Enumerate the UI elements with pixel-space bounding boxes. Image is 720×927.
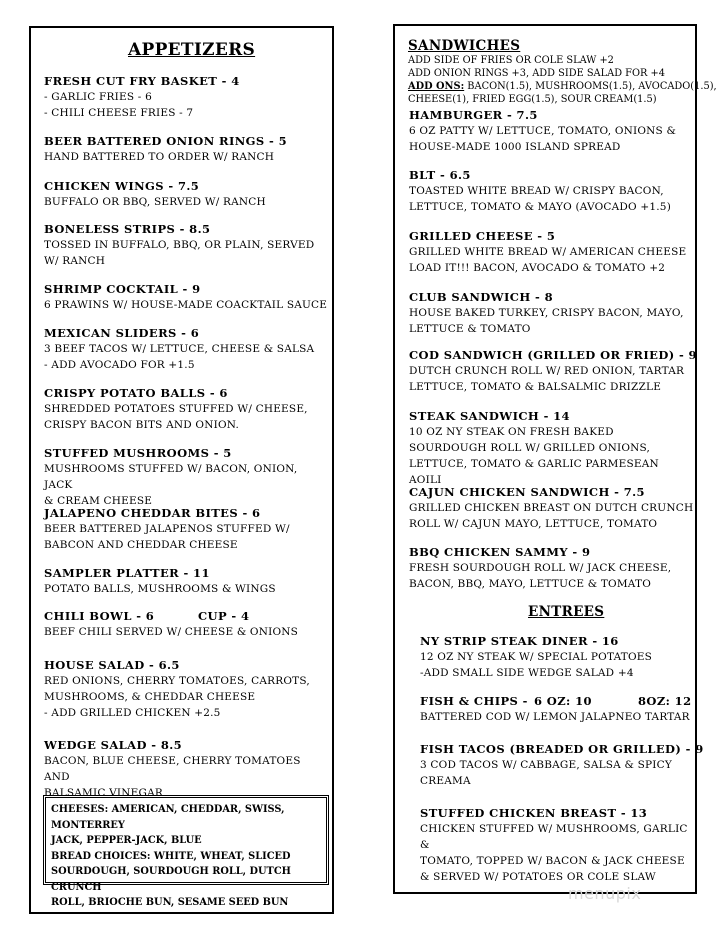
sandwich-addons-line-2: CHEESE(1), FRIED EGG(1.5), SOUR CREAM(1.5) xyxy=(408,94,657,105)
appetizers-heading: APPETIZERS xyxy=(128,40,256,60)
item-title: HOUSE SALAD - 6.5 xyxy=(44,658,180,672)
item-title: BLT - 6.5 xyxy=(409,168,471,182)
menu-item xyxy=(44,134,329,165)
item-desc: 12 OZ NY STEAK W/ SPECIAL POTATOES -ADD SMALL SIDE WEDGE SALAD +4 xyxy=(420,651,653,679)
menu-item xyxy=(44,609,329,640)
item-desc: BEEF CHILI SERVED W/ CHEESE & ONIONS xyxy=(44,626,299,638)
item-title: GRILLED CHEESE - 5 xyxy=(409,229,556,243)
item-title: FISH TACOS (BREADED OR GRILLED) - 9 xyxy=(420,742,704,756)
sandwich-note-fries: ADD SIDE OF FRIES OR COLE SLAW +2 xyxy=(408,55,614,66)
item-desc: SHREDDED POTATOES STUFFED W/ CHEESE, CRISPY BACON BITS AND ONION. xyxy=(44,403,308,431)
menu-item xyxy=(409,485,694,532)
item-title: BONELESS STRIPS - 8.5 xyxy=(44,222,211,236)
sandwiches-heading: SANDWICHES xyxy=(408,38,521,54)
item-title: STUFFED MUSHROOMS - 5 xyxy=(44,446,232,460)
menu-item xyxy=(409,229,694,276)
item-title: NY STRIP STEAK DINER - 16 xyxy=(420,634,619,648)
menu-item xyxy=(44,74,329,121)
fish-chips-6oz: 6 OZ: 10 xyxy=(534,694,592,708)
menu-item xyxy=(420,634,695,681)
item-desc: BUFFALO OR BBQ, SERVED W/ RANCH xyxy=(44,196,266,208)
item-title: SHRIMP COCKTAIL - 9 xyxy=(44,282,201,296)
item-desc: 10 OZ NY STEAK ON FRESH BAKED SOURDOUGH ROLL W/ GRILLED ONIONS, LETTUCE, TOMATO & GARLIC PARMESEAN AOILI xyxy=(409,426,659,486)
item-desc: GRILLED WHITE BREAD W/ AMERICAN CHEESE LOAD IT!!! BACON, AVOCADO & TOMATO +2 xyxy=(409,246,687,274)
menu-item xyxy=(409,168,694,215)
menupix-watermark: menupix xyxy=(568,884,642,903)
item-title xyxy=(420,694,695,709)
menu-item xyxy=(409,409,694,488)
item-desc: 3 COD TACOS W/ CABBAGE, SALSA & SPICY CREAMA xyxy=(420,759,672,787)
item-desc: POTATO BALLS, MUSHROOMS & WINGS xyxy=(44,583,276,595)
fish-chips-title: FISH & CHIPS - xyxy=(420,694,528,708)
chili-bowl-title: CHILI BOWL - 6 xyxy=(44,609,155,623)
sandwich-addons xyxy=(408,80,717,94)
item-desc: BACON, BLUE CHEESE, CHERRY TOMATOES AND BALSAMIC VINEGAR xyxy=(44,755,301,799)
menu-item xyxy=(409,348,697,395)
menu-item xyxy=(409,545,694,592)
item-desc: CHICKEN STUFFED W/ MUSHROOMS, GARLIC & TOMATO, TOPPED W/ BACON & JACK CHEESE & SERVED W/ POTATOES OR COLE SLAW xyxy=(420,823,688,883)
menu-item xyxy=(44,222,329,269)
menu-item xyxy=(44,179,329,210)
item-title: WEDGE SALAD - 8.5 xyxy=(44,738,183,752)
item-desc: HOUSE BAKED TURKEY, CRISPY BACON, MAYO, LETTUCE & TOMATO xyxy=(409,307,684,335)
menu-item xyxy=(420,806,695,885)
item-title: BEER BATTERED ONION RINGS - 5 xyxy=(44,134,287,148)
menu-item xyxy=(409,108,694,155)
item-desc: BEER BATTERED JALAPENOS STUFFED W/ BABCON AND CHEDDAR CHEESE xyxy=(44,523,290,551)
addons-label: ADD ONS: xyxy=(408,81,465,92)
fish-chips-8oz: 8OZ: 12 xyxy=(638,694,692,708)
item-title: FRESH CUT FRY BASKET - 4 xyxy=(44,74,240,88)
item-title: HAMBURGER - 7.5 xyxy=(409,108,538,122)
item-desc: 3 BEEF TACOS W/ LETTUCE, CHEESE & SALSA - ADD AVOCADO FOR +1.5 xyxy=(44,343,315,371)
item-desc: FRESH SOURDOUGH ROLL W/ JACK CHEESE, BACON, BBQ, MAYO, LETTUCE & TOMATO xyxy=(409,562,672,590)
menu-item xyxy=(44,282,329,313)
item-desc: RED ONIONS, CHERRY TOMATOES, CARROTS, MUSHROOMS, & CHEDDAR CHEESE - ADD GRILLED CHICKEN +2.5 xyxy=(44,675,310,719)
item-desc: MUSHROOMS STUFFED W/ BACON, ONION, JACK & CREAM CHEESE xyxy=(44,463,298,507)
item-title: CLUB SANDWICH - 8 xyxy=(409,290,553,304)
entrees-heading: ENTREES xyxy=(528,604,605,620)
item-title: BBQ CHICKEN SAMMY - 9 xyxy=(409,545,591,559)
menu-item xyxy=(409,290,694,337)
item-desc: TOASTED WHITE BREAD W/ CRISPY BACON, LETTUCE, TOMATO & MAYO (AVOCADO +1.5) xyxy=(409,185,671,213)
menu-item xyxy=(44,446,329,509)
item-desc: 6 PRAWINS W/ HOUSE-MADE COACKTAIL SAUCE xyxy=(44,299,328,311)
item-title: CAJUN CHICKEN SANDWICH - 7.5 xyxy=(409,485,645,499)
item-desc: - GARLIC FRIES - 6 - CHILI CHEESE FRIES - 7 xyxy=(44,91,194,119)
item-title: CHICKEN WINGS - 7.5 xyxy=(44,179,200,193)
item-desc: GRILLED CHICKEN BREAST ON DUTCH CRUNCH ROLL W/ CAJUN MAYO, LETTUCE, TOMATO xyxy=(409,502,694,530)
item-desc: TOSSED IN BUFFALO, BBQ, OR PLAIN, SERVED W/ RANCH xyxy=(44,239,315,267)
cheese-bread-choices-box: CHEESES: AMERICAN, CHEDDAR, SWISS, MONTERREY JACK, PEPPER-JACK, BLUE BREAD CHOICES: WHITE, WHEAT, SLICED SOURDOUGH, SOURDOUGH ROLL, DUTCH CRUNCH ROLL, BRIOCHE BUN, SESAME SEED BUN xyxy=(43,795,329,885)
chili-cup-title: CUP - 4 xyxy=(198,609,250,623)
item-title: COD SANDWICH (GRILLED OR FRIED) - 9 xyxy=(409,348,697,362)
menu-item xyxy=(44,566,329,597)
menu-item xyxy=(420,742,704,789)
item-title: JALAPENO CHEDDAR BITES - 6 xyxy=(44,506,261,520)
item-desc: BATTERED COD W/ LEMON JALAPNEO TARTAR xyxy=(420,711,690,723)
item-title xyxy=(44,609,329,624)
item-desc: 6 OZ PATTY W/ LETTUCE, TOMATO, ONIONS & HOUSE-MADE 1000 ISLAND SPREAD xyxy=(409,125,677,153)
item-title: CRISPY POTATO BALLS - 6 xyxy=(44,386,228,400)
menu-item xyxy=(44,386,329,433)
menu-item xyxy=(44,738,329,801)
menu-item xyxy=(44,326,329,373)
item-title: STEAK SANDWICH - 14 xyxy=(409,409,570,423)
menu-item xyxy=(420,694,695,725)
menu-item xyxy=(44,506,329,553)
item-desc: HAND BATTERED TO ORDER W/ RANCH xyxy=(44,151,275,163)
item-title: SAMPLER PLATTER - 11 xyxy=(44,566,210,580)
item-title: STUFFED CHICKEN BREAST - 13 xyxy=(420,806,648,820)
menu-item xyxy=(44,658,329,721)
item-title: MEXICAN SLIDERS - 6 xyxy=(44,326,200,340)
item-desc: DUTCH CRUNCH ROLL W/ RED ONION, TARTAR LETTUCE, TOMATO & BALSALMIC DRIZZLE xyxy=(409,365,685,393)
addons-line-1: BACON(1.5), MUSHROOMS(1.5), AVOCADO(1.5), xyxy=(464,81,717,92)
sandwich-note-onion-rings: ADD ONION RINGS +3, ADD SIDE SALAD FOR +4 xyxy=(408,68,665,79)
